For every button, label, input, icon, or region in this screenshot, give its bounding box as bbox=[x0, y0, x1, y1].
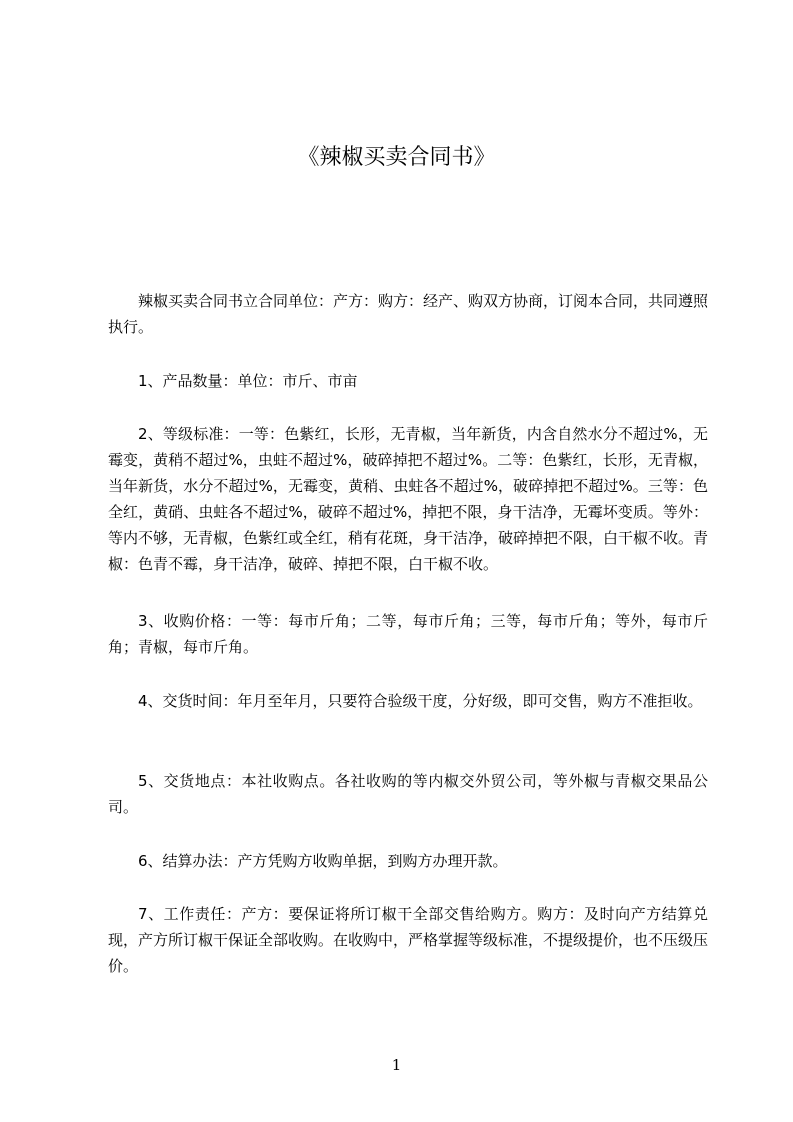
clause-product-quantity: 1、产品数量：单位：市斤、市亩 bbox=[138, 372, 358, 390]
clause-delivery-time: 4、交货时间：年月至年月，只要符合验级干度，分好级，即可交售，购方不准拒收。 bbox=[138, 692, 703, 710]
intro-paragraph: 辣椒买卖合同书立合同单位：产方：购方：经产、购双方协商，订阅本合同，共同遵照执行。 bbox=[108, 292, 709, 336]
clause-work-responsibility: 7、工作责任：产方：要保证将所订椒干全部交售给购方。购方：及时向产方结算兑现，产方所订椒干保证全部收购。在收购中，严格掌握等级标准，不提级提价，也不压级压价。 bbox=[108, 905, 709, 975]
clause-grade-standard: 2、等级标准：一等：色紫红，长形，无青椒，当年新货，内含自然水分不超过%，无霉变，黄稍不超过%，虫蛀不超过%，破碎掉把不超过%。二等：色紫红，长形，无青椒，当年新货，水分不超过%，无霉变，黄稍、虫蛀各不超过%，破碎掉把不超过%。三等：色全红，黄硝、虫蛀各不超过%，破碎不超过%，掉把不限，身干洁净，无霉坏变质。等外：等内不够，无青椒，色紫红或全红，稍有花斑，身干洁净，破碎掉把不限，白干椒不收。青椒：色青不霉，身干洁净，破碎、掉把不限，白干椒不收。 bbox=[108, 425, 709, 573]
clause-delivery-location: 5、交货地点：本社收购点。各社收购的等内椒交外贸公司，等外椒与青椒交果品公司。 bbox=[108, 772, 708, 816]
document-title: 《辣椒买卖合同书》 bbox=[297, 145, 496, 170]
page-number: 1 bbox=[391, 1056, 402, 1074]
clause-purchase-price: 3、收购价格：一等：每市斤角；二等，每市斤角；三等，每市斤角；等外，每市斤角；青椒，每市斤角。 bbox=[108, 612, 708, 656]
clause-settlement-method: 6、结算办法：产方凭购方收购单据，到购方办理开款。 bbox=[138, 852, 508, 870]
